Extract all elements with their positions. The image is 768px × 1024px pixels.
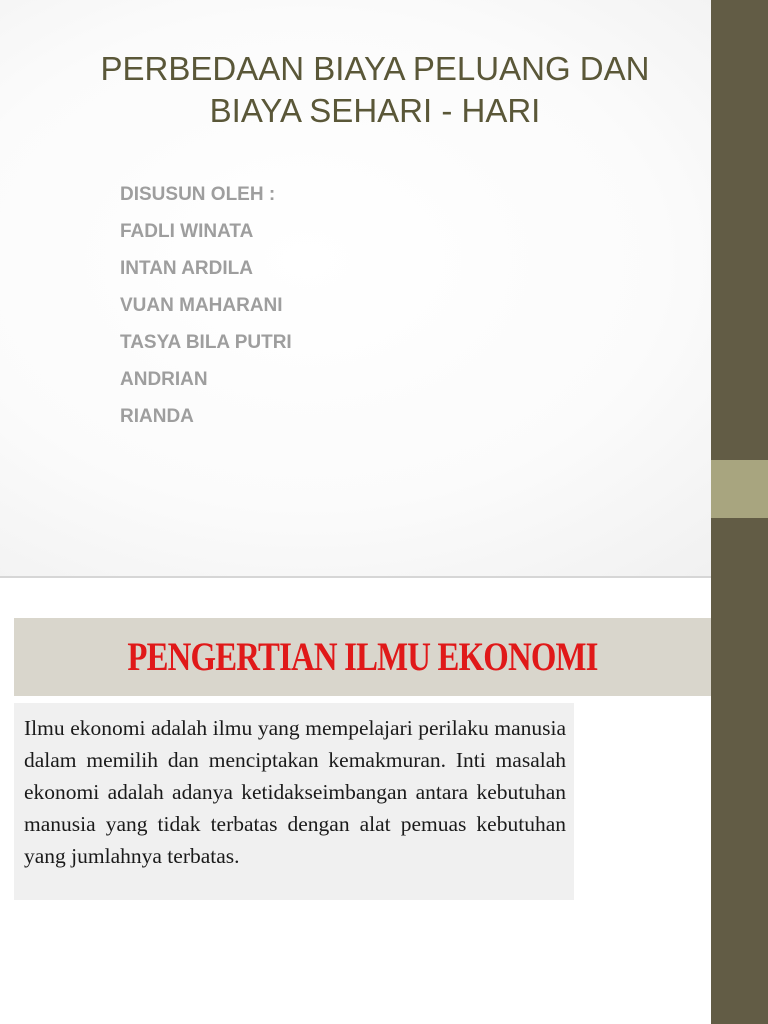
author-list: [120, 176, 292, 435]
heading-band: [14, 618, 711, 696]
sidebar-bar-bottom: [711, 578, 768, 1024]
slide-title: [30, 48, 720, 132]
definition-paragraph: Ilmu ekonomi adalah ilmu yang mempelajari perilaku manusia dalam memilih dan menciptakan kemakmuran. Inti masalah ekonomi adalah adanya ketidakseimbangan antara kebutuhan manusia yang tidak terbatas dengan alat pemuas kebutuhan yang jumlahnya terbatas.: [24, 716, 566, 868]
slide-title-line-1: PERBEDAAN BIAYA PELUANG DAN: [100, 50, 650, 87]
author-item: RIANDA: [120, 406, 194, 427]
author-list-heading: DISUSUN OLEH :: [120, 184, 276, 205]
slide-title-line-2: BIAYA SEHARI - HARI: [209, 92, 541, 129]
slide-heading: PENGERTIAN ILMU EKONOMI: [127, 634, 598, 679]
author-item: TASYA BILA PUTRI: [120, 332, 292, 353]
author-item: INTAN ARDILA: [120, 258, 253, 279]
author-item: VUAN MAHARANI: [120, 295, 283, 316]
paragraph-box: [14, 703, 574, 900]
author-item: ANDRIAN: [120, 369, 208, 390]
slide-2: [0, 578, 768, 1024]
author-item: FADLI WINATA: [120, 221, 254, 242]
sidebar-accent-block: [711, 460, 768, 518]
